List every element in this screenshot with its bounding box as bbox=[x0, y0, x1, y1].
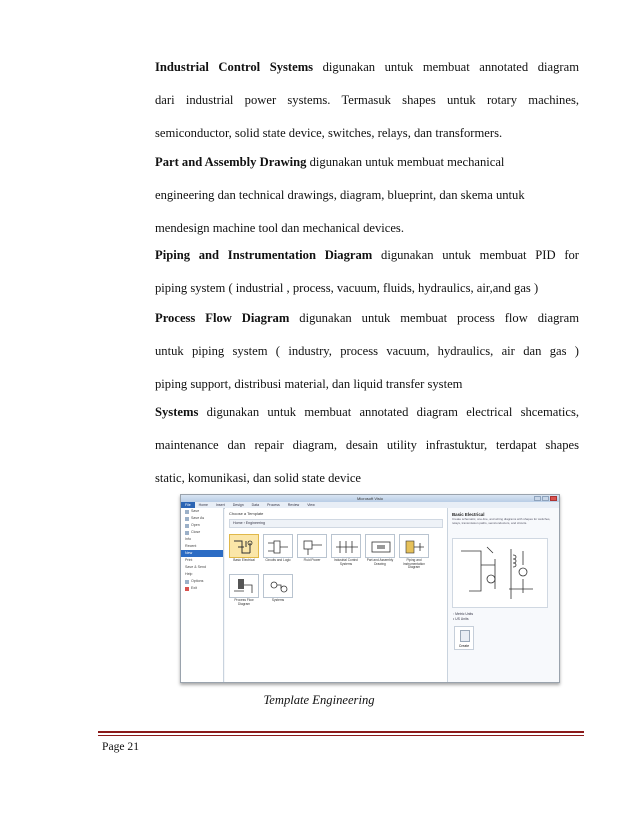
systems-icon bbox=[266, 577, 292, 597]
page-number: Page 21 bbox=[102, 740, 140, 753]
term: Piping and Instrumentation Diagram bbox=[155, 248, 373, 262]
visio-template-screenshot bbox=[180, 494, 560, 683]
backstage-menu bbox=[181, 508, 224, 682]
fluid-power-icon bbox=[300, 537, 326, 557]
close-doc-icon bbox=[185, 531, 189, 535]
piping-icon bbox=[402, 537, 428, 557]
unit-options: ◦ Metric Units • US Units bbox=[453, 612, 474, 621]
tab-file: File bbox=[181, 502, 195, 508]
menu-save-send: Save & Send bbox=[185, 565, 206, 569]
window-title: Microsoft Visio bbox=[357, 496, 383, 501]
para-systems: Systems digunakan untuk membuat annotated diagram electrical shcematics, maintenance dan repair diagram, desain utility infrastuktur, terdapat shapes static, komunikasi, dan solid state device bbox=[155, 405, 579, 485]
term: Process Flow Diagram bbox=[155, 311, 290, 325]
tab-process: Process bbox=[267, 503, 280, 507]
preview-image bbox=[452, 538, 548, 608]
preview-title: Basic Electrical bbox=[452, 512, 485, 517]
term: Industrial Control Systems bbox=[155, 60, 314, 74]
save-as-icon bbox=[185, 517, 189, 521]
menu-info: Info bbox=[185, 537, 191, 541]
menu-help: Help bbox=[185, 572, 193, 576]
tab-home: Home bbox=[198, 503, 208, 507]
electrical-diagram-icon bbox=[232, 537, 258, 557]
tab-insert: Insert bbox=[215, 503, 225, 507]
electrical-schematic-icon bbox=[453, 539, 547, 607]
para-process-flow: Process Flow Diagram digunakan untuk membuat process flow diagram untuk piping system ( industry, process vacuum, hydraulics, air dan gas ) piping support, distribusi material, dan liquid transfer system bbox=[155, 311, 580, 391]
template-process-flow: Process Flow Diagram bbox=[229, 574, 259, 606]
gallery-heading: Choose a Template bbox=[229, 511, 264, 516]
document-icon bbox=[460, 630, 470, 642]
template-piping-instrumentation: Piping and Instrumentation Diagram bbox=[399, 534, 429, 570]
menu-close: Close bbox=[181, 529, 223, 536]
template-part-assembly: Part and Assembly Drawing bbox=[365, 534, 395, 566]
footer-rule bbox=[98, 731, 584, 733]
menu-save-as: Save As bbox=[181, 515, 223, 522]
control-system-icon bbox=[334, 537, 360, 557]
save-icon bbox=[185, 510, 189, 514]
para-industrial-control: Industrial Control Systems digunakan untuk membuat annotated diagram dari industrial power systems. Termasuk shapes untuk rotary machines, semiconductor, solid state device, switches, relays, dan transformers. bbox=[155, 60, 579, 140]
tab-review: Review bbox=[287, 503, 300, 507]
tab-view: View bbox=[307, 503, 315, 507]
exit-icon bbox=[185, 587, 189, 591]
preview-description: Create schematic, one-line, and wiring diagrams with shapes for switches, relays, transmission paths, semiconductors, and circuits. bbox=[452, 517, 551, 525]
menu-recent: Recent bbox=[185, 544, 197, 548]
template-preview-pane bbox=[447, 508, 559, 682]
template-fluid-power: Fluid Power bbox=[297, 534, 327, 563]
term: Part and Assembly Drawing bbox=[155, 155, 307, 169]
menu-new: New bbox=[181, 550, 223, 557]
para-piping-instrumentation: Piping and Instrumentation Diagram digunakan untuk membuat PID for piping system ( industrial , process, vacuum, fluids, hydraulics, air,and gas ) bbox=[155, 248, 579, 295]
circuit-icon bbox=[266, 537, 292, 557]
menu-options: Options bbox=[181, 578, 223, 585]
term: Systems bbox=[155, 405, 199, 419]
template-systems: Systems bbox=[263, 574, 293, 603]
window-titlebar bbox=[181, 495, 559, 502]
window-controls bbox=[534, 496, 557, 501]
menu-print: Print bbox=[185, 558, 193, 562]
breadcrumb: Home › Engineering bbox=[229, 519, 443, 528]
folder-icon bbox=[185, 524, 189, 528]
figure-caption: Template Engineering bbox=[263, 693, 375, 707]
footer-rule-thin bbox=[98, 735, 584, 736]
template-gallery bbox=[225, 508, 447, 682]
menu-exit: Exit bbox=[181, 585, 223, 592]
options-icon bbox=[185, 580, 189, 584]
tab-data: Data bbox=[251, 503, 260, 507]
menu-save: Save bbox=[181, 508, 223, 515]
menu-open: Open bbox=[181, 522, 223, 529]
para-part-assembly: Part and Assembly Drawing digunakan untuk membuat mechanical engineering dan technical drawings, diagram, blueprint, dan skema untuk mendesign machine tool dan mechanical devices. bbox=[155, 155, 525, 235]
maximize-icon bbox=[542, 496, 549, 501]
template-circuits-logic: Circuits and Logic bbox=[263, 534, 293, 563]
minimize-icon bbox=[534, 496, 541, 501]
create-button: Create bbox=[454, 626, 474, 650]
template-basic-electrical: Basic Electrical bbox=[229, 534, 259, 563]
assembly-drawing-icon bbox=[368, 537, 394, 557]
close-icon bbox=[550, 496, 557, 501]
tab-design: Design bbox=[232, 503, 244, 507]
template-industrial-control: Industrial Control Systems bbox=[331, 534, 361, 566]
process-flow-icon bbox=[232, 577, 258, 597]
